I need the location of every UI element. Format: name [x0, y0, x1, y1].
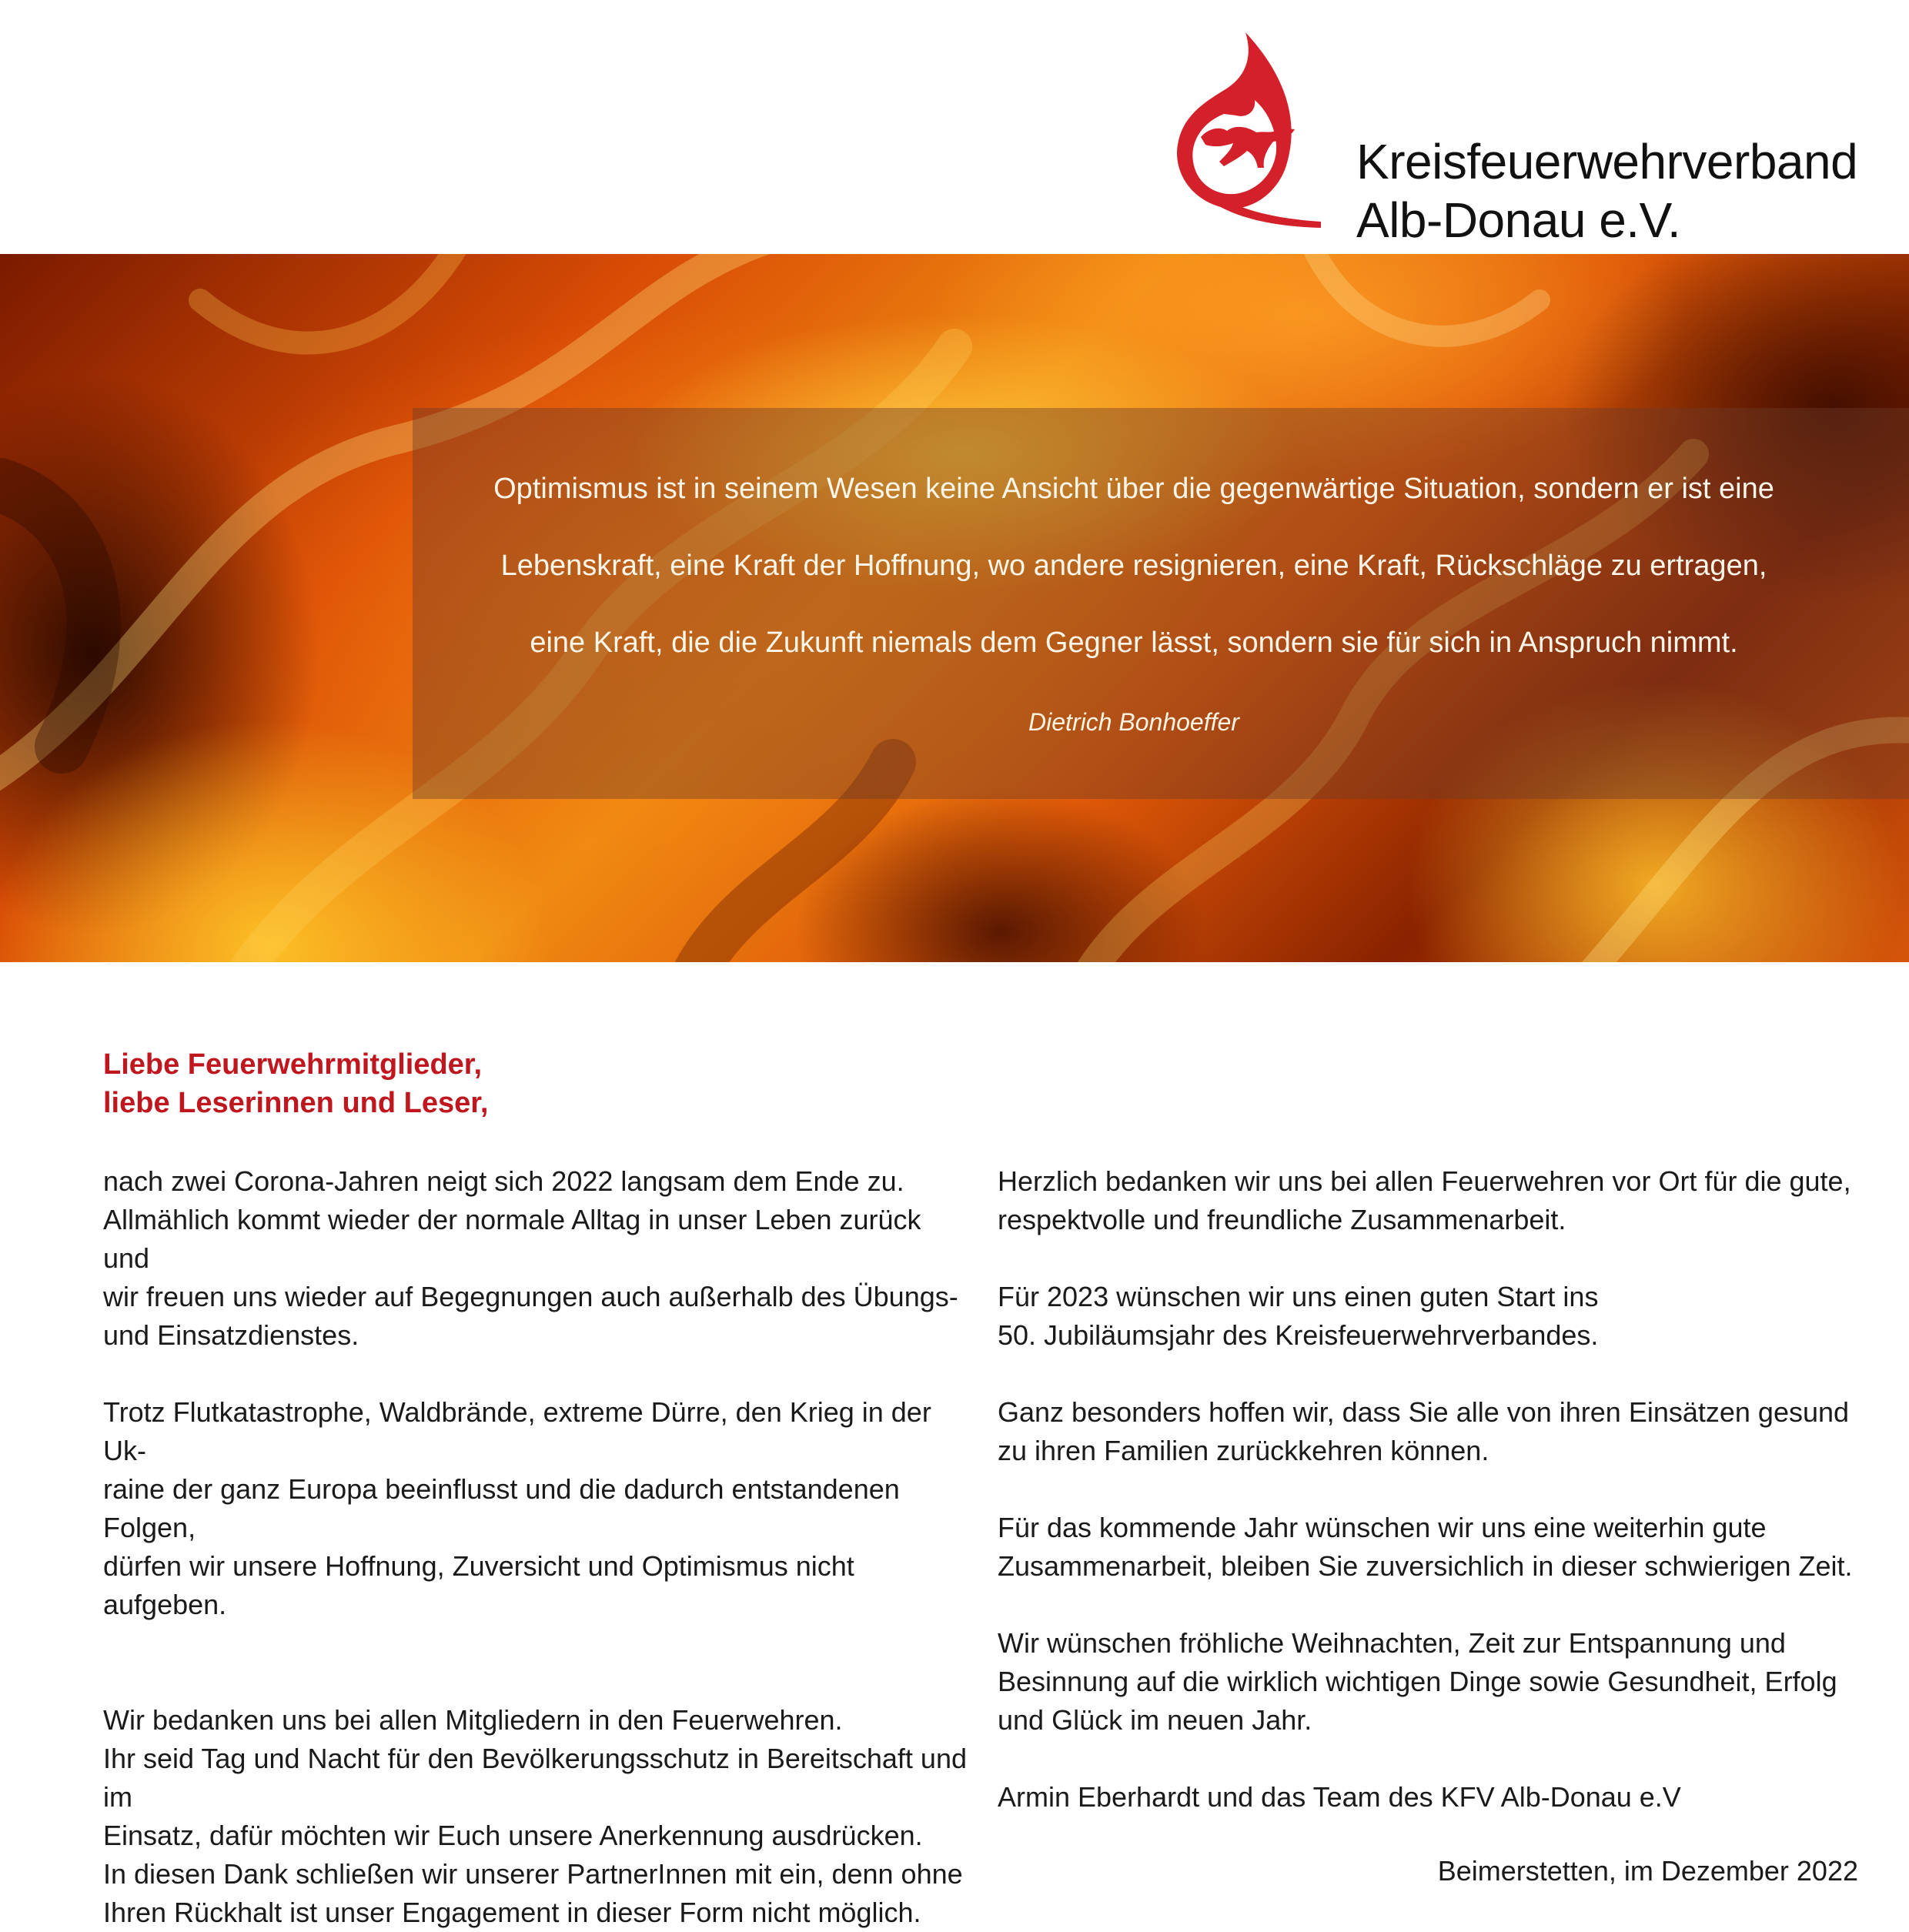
place-date: Beimerstetten, im Dezember 2022 — [1437, 1855, 1858, 1887]
organization-name — [1356, 132, 1857, 249]
quote-author: Dietrich Bonhoeffer — [1028, 708, 1239, 736]
left-paragraph-3: Wir bedanken uns bei allen Mitgliedern in den Feuerwehren. Ihr seid Tag und Nacht für den Bevölkerungsschutz in Bereitschaft und im Einsatz, dafür möchten wir Euch unsere Anerkennung ausdrücken. In diesen Dank schließen wir unserer PartnerInnen mit ein, denn ohne Ihren Rückhalt ist unser Engagement in dieser Form nicht möglich. — [103, 1704, 967, 1928]
left-paragraph-2: Trotz Flutkatastrophe, Waldbrände, extreme Dürre, den Krieg in der Uk- raine der ganz Europa beeinflusst und die dadurch entstandenen Folgen, dürfen wir unsere Hoffnung, Zuversicht und Optimismus nicht aufgeben. — [103, 1396, 931, 1620]
flame-lion-logo-icon — [1170, 29, 1324, 231]
fire-banner — [0, 254, 1909, 962]
organization-name-line2: Alb-Donau e.V. — [1356, 192, 1681, 248]
organization-name-line1: Kreisfeuerwehrverband — [1356, 134, 1858, 189]
right-paragraph-3: Ganz besonders hoffen wir, dass Sie alle von ihren Einsätzen gesund zu ihren Familien zurückkehren können. — [998, 1396, 1850, 1466]
letter-right-column — [998, 1162, 1860, 1817]
left-paragraph-1: nach zwei Corona-Jahren neigt sich 2022 langsam dem Ende zu. Allmählich kommt wieder der normale Alltag in unser Leben zurück und wir freuen uns wieder auf Begegnungen auch außerhalb des Übungs- und Einsatzdienstes. — [103, 1165, 958, 1351]
quote-box — [413, 408, 1909, 799]
letter-left-column — [103, 1162, 973, 1932]
quote-line-3: eine Kraft, die die Zukunft niemals dem Gegner lässt, sondern sie für sich in Anspruch nimmt. — [530, 627, 1738, 659]
quote-line-2: Lebenskraft, eine Kraft der Hoffnung, wo andere resignieren, eine Kraft, Rückschläge zu ertragen, — [500, 550, 1767, 582]
greeting-line2: liebe Leserinnen und Leser, — [103, 1087, 489, 1119]
quote-line-1: Optimismus ist in seinem Wesen keine Ansicht über die gegenwärtige Situation, sondern er ist eine — [493, 473, 1774, 505]
greeting-line1: Liebe Feuerwehrmitglieder, — [103, 1048, 483, 1081]
right-paragraph-2: Für 2023 wünschen wir uns einen guten Start ins 50. Jubiläumsjahr des Kreisfeuerwehrverbandes. — [998, 1281, 1599, 1351]
right-paragraph-5: Wir wünschen fröhliche Weihnachten, Zeit zur Entspannung und Besinnung auf die wirklich wichtigen Dinge sowie Gesundheit, Erfolg und Glück im neuen Jahr. — [998, 1627, 1837, 1736]
right-paragraph-1: Herzlich bedanken wir uns bei allen Feuerwehren vor Ort für die gute, respektvolle und freundliche Zusammenarbeit. — [998, 1165, 1851, 1235]
signature: Armin Eberhardt und das Team des KFV Alb-Donau e.V — [998, 1781, 1681, 1813]
greeting — [103, 1045, 489, 1122]
right-paragraph-4: Für das kommende Jahr wünschen wir uns eine weiterhin gute Zusammenarbeit, bleiben Sie zuversichlich in dieser schwierigen Zeit. — [998, 1512, 1853, 1582]
